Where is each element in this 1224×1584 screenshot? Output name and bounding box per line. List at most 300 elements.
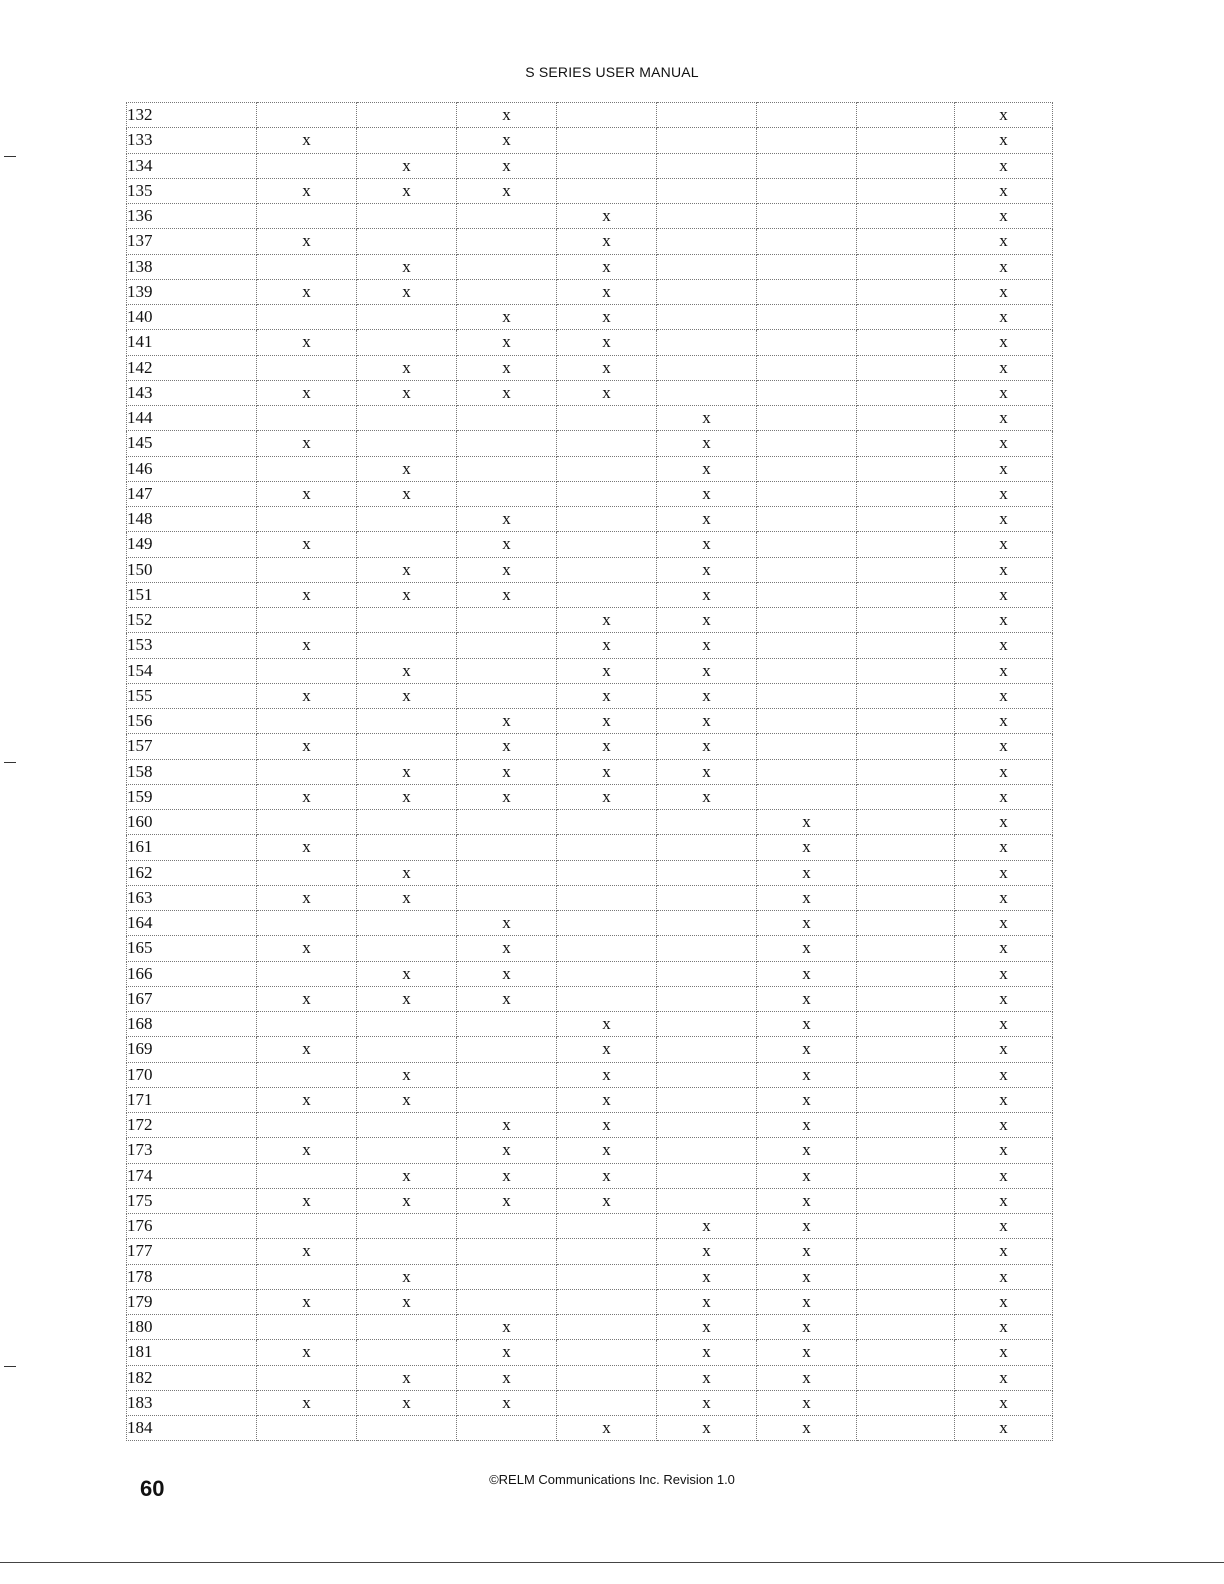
code-table-body [127, 103, 1053, 1441]
mark-cell [457, 1239, 557, 1264]
mark-cell: x [757, 885, 857, 910]
mark-cell [757, 254, 857, 279]
mark-cell: x [457, 709, 557, 734]
code-table [126, 102, 1053, 1441]
mark-cell: x [357, 1087, 457, 1112]
mark-cell: x [257, 1289, 357, 1314]
row-number: 140 [127, 305, 257, 330]
row-number: 174 [127, 1163, 257, 1188]
table-row [127, 532, 1053, 557]
mark-cell [757, 456, 857, 481]
table-row [127, 1012, 1053, 1037]
mark-cell [557, 406, 657, 431]
mark-cell: x [955, 229, 1053, 254]
margin-tick [4, 156, 16, 157]
mark-cell: x [657, 557, 757, 582]
mark-cell: x [955, 986, 1053, 1011]
row-number: 132 [127, 103, 257, 128]
table-row [127, 1416, 1053, 1441]
mark-cell: x [955, 1390, 1053, 1415]
mark-cell: x [457, 784, 557, 809]
mark-cell [257, 709, 357, 734]
mark-cell: x [557, 229, 657, 254]
mark-cell [557, 1214, 657, 1239]
mark-cell [357, 835, 457, 860]
mark-cell [657, 178, 757, 203]
mark-cell [857, 810, 955, 835]
table-row [127, 860, 1053, 885]
row-number: 162 [127, 860, 257, 885]
row-number: 166 [127, 961, 257, 986]
mark-cell: x [955, 835, 1053, 860]
row-number: 163 [127, 885, 257, 910]
mark-cell: x [357, 1163, 457, 1188]
mark-cell: x [257, 532, 357, 557]
mark-cell: x [357, 582, 457, 607]
mark-cell [757, 355, 857, 380]
mark-cell [457, 431, 557, 456]
mark-cell [857, 734, 955, 759]
mark-cell [657, 1113, 757, 1138]
row-number: 175 [127, 1188, 257, 1213]
mark-cell [457, 254, 557, 279]
mark-cell: x [357, 1365, 457, 1390]
mark-cell: x [457, 1315, 557, 1340]
table-row [127, 305, 1053, 330]
mark-cell [757, 204, 857, 229]
row-number: 157 [127, 734, 257, 759]
mark-cell [257, 456, 357, 481]
mark-cell: x [657, 1340, 757, 1365]
mark-cell [857, 1163, 955, 1188]
mark-cell [357, 431, 457, 456]
table-row [127, 279, 1053, 304]
mark-cell [257, 507, 357, 532]
mark-cell [657, 279, 757, 304]
mark-cell [657, 986, 757, 1011]
mark-cell: x [557, 355, 657, 380]
mark-cell [657, 1087, 757, 1112]
mark-cell [557, 1239, 657, 1264]
mark-cell [457, 406, 557, 431]
mark-cell [857, 633, 955, 658]
mark-cell: x [357, 1188, 457, 1213]
mark-cell [857, 305, 955, 330]
table-row [127, 103, 1053, 128]
table-row [127, 557, 1053, 582]
mark-cell [857, 1138, 955, 1163]
mark-cell [357, 507, 457, 532]
mark-cell [757, 784, 857, 809]
row-number: 138 [127, 254, 257, 279]
mark-cell: x [955, 1113, 1053, 1138]
table-row [127, 1239, 1053, 1264]
mark-cell [857, 1416, 955, 1441]
mark-cell: x [557, 1012, 657, 1037]
mark-cell [557, 961, 657, 986]
mark-cell: x [557, 759, 657, 784]
mark-cell: x [657, 608, 757, 633]
mark-cell: x [955, 885, 1053, 910]
mark-cell: x [955, 456, 1053, 481]
mark-cell [657, 1188, 757, 1213]
row-number: 170 [127, 1062, 257, 1087]
table-row [127, 355, 1053, 380]
mark-cell [357, 709, 457, 734]
row-number: 182 [127, 1365, 257, 1390]
mark-cell: x [955, 1062, 1053, 1087]
mark-cell: x [955, 810, 1053, 835]
mark-cell [757, 532, 857, 557]
mark-cell: x [757, 1315, 857, 1340]
mark-cell [257, 1062, 357, 1087]
row-number: 146 [127, 456, 257, 481]
mark-cell: x [955, 709, 1053, 734]
mark-cell [357, 1239, 457, 1264]
table-row [127, 1138, 1053, 1163]
mark-cell: x [357, 1289, 457, 1314]
mark-cell [857, 936, 955, 961]
mark-cell [657, 936, 757, 961]
table-row [127, 456, 1053, 481]
mark-cell [257, 1315, 357, 1340]
mark-cell [457, 1087, 557, 1112]
mark-cell [857, 456, 955, 481]
mark-cell: x [257, 784, 357, 809]
mark-cell: x [955, 683, 1053, 708]
mark-cell: x [457, 1188, 557, 1213]
mark-cell: x [257, 683, 357, 708]
mark-cell: x [757, 1138, 857, 1163]
mark-cell: x [457, 153, 557, 178]
mark-cell: x [257, 481, 357, 506]
mark-cell: x [257, 128, 357, 153]
mark-cell: x [257, 330, 357, 355]
mark-cell [757, 658, 857, 683]
mark-cell: x [757, 1365, 857, 1390]
mark-cell: x [457, 1390, 557, 1415]
row-number: 179 [127, 1289, 257, 1314]
mark-cell [657, 103, 757, 128]
mark-cell [857, 1037, 955, 1062]
mark-cell: x [657, 734, 757, 759]
row-number: 167 [127, 986, 257, 1011]
row-number: 169 [127, 1037, 257, 1062]
mark-cell: x [657, 456, 757, 481]
row-number: 158 [127, 759, 257, 784]
mark-cell [857, 204, 955, 229]
mark-cell: x [657, 582, 757, 607]
mark-cell: x [955, 355, 1053, 380]
mark-cell: x [557, 279, 657, 304]
table-row [127, 1163, 1053, 1188]
table-row [127, 1264, 1053, 1289]
mark-cell [557, 178, 657, 203]
mark-cell [857, 885, 955, 910]
mark-cell: x [257, 1239, 357, 1264]
mark-cell: x [955, 128, 1053, 153]
mark-cell [557, 835, 657, 860]
table-row [127, 1037, 1053, 1062]
mark-cell: x [457, 1365, 557, 1390]
table-row [127, 128, 1053, 153]
mark-cell: x [955, 1416, 1053, 1441]
mark-cell: x [357, 557, 457, 582]
mark-cell: x [457, 1113, 557, 1138]
mark-cell [657, 911, 757, 936]
mark-cell [457, 204, 557, 229]
mark-cell [857, 683, 955, 708]
row-number: 160 [127, 810, 257, 835]
mark-cell: x [657, 1214, 757, 1239]
table-row [127, 229, 1053, 254]
mark-cell [257, 810, 357, 835]
mark-cell [357, 128, 457, 153]
mark-cell: x [557, 1037, 657, 1062]
mark-cell: x [457, 103, 557, 128]
mark-cell [757, 734, 857, 759]
mark-cell [657, 330, 757, 355]
mark-cell [857, 279, 955, 304]
mark-cell: x [557, 633, 657, 658]
mark-cell: x [357, 860, 457, 885]
mark-cell: x [557, 734, 657, 759]
mark-cell: x [657, 683, 757, 708]
mark-cell: x [557, 1138, 657, 1163]
mark-cell: x [257, 1340, 357, 1365]
mark-cell: x [757, 1390, 857, 1415]
mark-cell: x [457, 759, 557, 784]
mark-cell [257, 911, 357, 936]
mark-cell: x [657, 406, 757, 431]
mark-cell [357, 608, 457, 633]
margin-tick [4, 762, 16, 763]
mark-cell: x [557, 254, 657, 279]
mark-cell: x [357, 759, 457, 784]
mark-cell: x [357, 355, 457, 380]
row-number: 136 [127, 204, 257, 229]
row-number: 141 [127, 330, 257, 355]
row-number: 152 [127, 608, 257, 633]
row-number: 173 [127, 1138, 257, 1163]
mark-cell [357, 1012, 457, 1037]
mark-cell [457, 1416, 557, 1441]
mark-cell: x [955, 330, 1053, 355]
mark-cell [757, 279, 857, 304]
table-row [127, 759, 1053, 784]
table-row [127, 507, 1053, 532]
row-number: 147 [127, 481, 257, 506]
mark-cell [757, 481, 857, 506]
mark-cell: x [955, 1315, 1053, 1340]
row-number: 145 [127, 431, 257, 456]
mark-cell: x [257, 835, 357, 860]
mark-cell [857, 1390, 955, 1415]
mark-cell: x [757, 1087, 857, 1112]
row-number: 134 [127, 153, 257, 178]
mark-cell [857, 330, 955, 355]
mark-cell [757, 330, 857, 355]
mark-cell [257, 1163, 357, 1188]
mark-cell: x [757, 1289, 857, 1314]
mark-cell [857, 103, 955, 128]
mark-cell [357, 633, 457, 658]
mark-cell: x [257, 885, 357, 910]
mark-cell: x [257, 178, 357, 203]
mark-cell [457, 481, 557, 506]
mark-cell: x [657, 481, 757, 506]
mark-cell [857, 1315, 955, 1340]
table-row [127, 1315, 1053, 1340]
row-number: 153 [127, 633, 257, 658]
table-row [127, 911, 1053, 936]
mark-cell: x [955, 1264, 1053, 1289]
mark-cell [857, 1264, 955, 1289]
mark-cell: x [357, 658, 457, 683]
mark-cell [857, 709, 955, 734]
mark-cell: x [357, 1390, 457, 1415]
mark-cell [557, 557, 657, 582]
row-number: 143 [127, 380, 257, 405]
mark-cell: x [757, 1037, 857, 1062]
mark-cell: x [955, 608, 1053, 633]
mark-cell [857, 532, 955, 557]
mark-cell: x [955, 1163, 1053, 1188]
mark-cell [757, 557, 857, 582]
mark-cell [557, 1264, 657, 1289]
mark-cell [657, 305, 757, 330]
mark-cell [557, 481, 657, 506]
mark-cell: x [955, 481, 1053, 506]
footer-copyright: ©RELM Communications Inc. Revision 1.0 [489, 1472, 735, 1487]
mark-cell [857, 1087, 955, 1112]
mark-cell: x [257, 1037, 357, 1062]
mark-cell [457, 885, 557, 910]
row-number: 135 [127, 178, 257, 203]
mark-cell [457, 279, 557, 304]
table-row [127, 633, 1053, 658]
table-row [127, 608, 1053, 633]
mark-cell [657, 204, 757, 229]
mark-cell [857, 1214, 955, 1239]
row-number: 176 [127, 1214, 257, 1239]
mark-cell [257, 608, 357, 633]
table-row [127, 683, 1053, 708]
mark-cell [557, 1365, 657, 1390]
mark-cell: x [557, 608, 657, 633]
mark-cell: x [457, 305, 557, 330]
mark-cell [457, 633, 557, 658]
mark-cell: x [457, 582, 557, 607]
mark-cell: x [955, 1012, 1053, 1037]
mark-cell: x [955, 911, 1053, 936]
mark-cell [557, 456, 657, 481]
mark-cell [357, 1416, 457, 1441]
mark-cell [657, 153, 757, 178]
mark-cell: x [357, 279, 457, 304]
mark-cell [257, 1012, 357, 1037]
mark-cell: x [457, 734, 557, 759]
mark-cell [557, 507, 657, 532]
mark-cell [557, 128, 657, 153]
mark-cell: x [457, 911, 557, 936]
mark-cell: x [357, 456, 457, 481]
row-number: 148 [127, 507, 257, 532]
mark-cell [257, 1214, 357, 1239]
row-number: 151 [127, 582, 257, 607]
row-number: 171 [127, 1087, 257, 1112]
mark-cell [857, 557, 955, 582]
mark-cell [657, 229, 757, 254]
mark-cell: x [457, 1340, 557, 1365]
table-row [127, 1289, 1053, 1314]
mark-cell [857, 911, 955, 936]
mark-cell: x [657, 1416, 757, 1441]
mark-cell: x [955, 557, 1053, 582]
mark-cell: x [657, 1239, 757, 1264]
mark-cell: x [557, 658, 657, 683]
row-number: 168 [127, 1012, 257, 1037]
mark-cell: x [657, 532, 757, 557]
mark-cell: x [955, 178, 1053, 203]
mark-cell [257, 557, 357, 582]
mark-cell [357, 810, 457, 835]
mark-cell [857, 961, 955, 986]
mark-cell: x [257, 1138, 357, 1163]
row-number: 154 [127, 658, 257, 683]
mark-cell [857, 658, 955, 683]
mark-cell: x [955, 1289, 1053, 1314]
row-number: 184 [127, 1416, 257, 1441]
mark-cell: x [955, 1365, 1053, 1390]
mark-cell: x [357, 254, 457, 279]
mark-cell: x [557, 1163, 657, 1188]
mark-cell: x [457, 330, 557, 355]
mark-cell [857, 1012, 955, 1037]
mark-cell: x [757, 1113, 857, 1138]
mark-cell: x [955, 1214, 1053, 1239]
mark-cell [557, 1340, 657, 1365]
mark-cell [557, 153, 657, 178]
mark-cell: x [955, 380, 1053, 405]
mark-cell: x [257, 229, 357, 254]
mark-cell: x [557, 1188, 657, 1213]
mark-cell: x [357, 961, 457, 986]
mark-cell: x [557, 380, 657, 405]
mark-cell [357, 330, 457, 355]
mark-cell: x [955, 1037, 1053, 1062]
mark-cell: x [955, 1087, 1053, 1112]
mark-cell [457, 1037, 557, 1062]
table-row [127, 1113, 1053, 1138]
mark-cell: x [955, 431, 1053, 456]
mark-cell [757, 759, 857, 784]
mark-cell [857, 784, 955, 809]
mark-cell [457, 1062, 557, 1087]
bottom-rule [0, 1562, 1224, 1563]
row-number: 159 [127, 784, 257, 809]
mark-cell [457, 1214, 557, 1239]
mark-cell [557, 582, 657, 607]
mark-cell [257, 153, 357, 178]
mark-cell [357, 103, 457, 128]
mark-cell [757, 103, 857, 128]
mark-cell: x [457, 1163, 557, 1188]
mark-cell: x [657, 709, 757, 734]
mark-cell: x [657, 759, 757, 784]
table-row [127, 254, 1053, 279]
mark-cell: x [557, 1416, 657, 1441]
